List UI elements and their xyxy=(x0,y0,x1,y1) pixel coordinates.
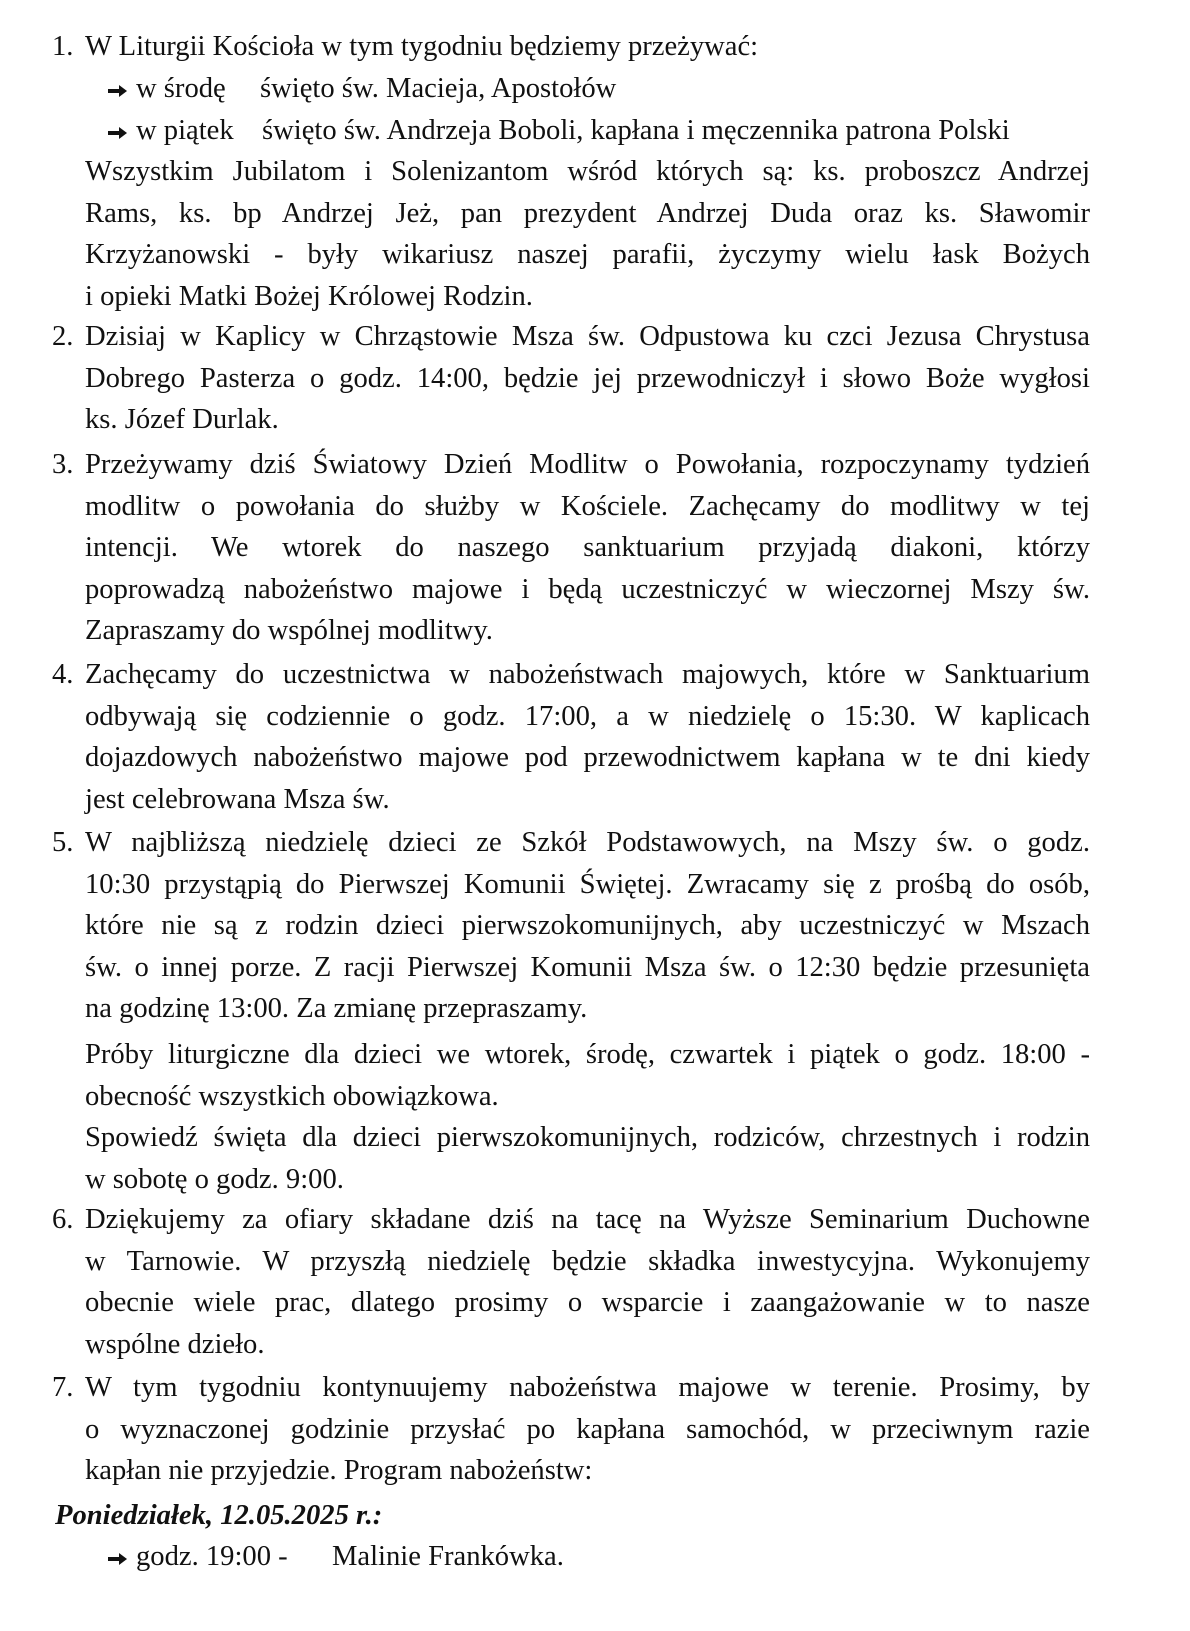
item-5-line: W najbliższą niedzielę dzieci ze Szkół Podstawowych, na Mszy św. o godz. xyxy=(85,827,1090,858)
item-2-line: Dzisiaj w Kaplicy w Chrząstowie Msza św. Odpustowa ku czci Jezusa Chrystusa xyxy=(85,321,1090,352)
item-number: 6. xyxy=(52,1204,74,1235)
item-2-line: ks. Józef Durlak. xyxy=(85,404,279,435)
schedule-place: Malinie Frankówka. xyxy=(332,1541,564,1572)
item-6-line: obecnie wiele prac, dlatego prosimy o wsparcie i zaangażowanie w to nasze xyxy=(85,1287,1090,1318)
right-arrow-icon xyxy=(108,1553,130,1565)
item-1-line: Wszystkim Jubilatom i Solenizantom wśród których są: ks. proboszcz Andrzej xyxy=(85,156,1090,187)
item-3-line: poprowadzą nabożeństwo majowe i będą uczestniczyć w wieczornej Mszy św. xyxy=(85,573,1090,605)
item-5-line: św. o innej porze. Z racji Pierwszej Komunii Msza św. o 12:30 będzie przesunięta xyxy=(85,951,1090,983)
item-number: 1. xyxy=(52,31,74,62)
item-5-line: Spowiedź święta dla dzieci pierwszokomunijnych, rodziców, chrzestnych i rodzin xyxy=(85,1122,1090,1153)
item-number: 5. xyxy=(52,827,74,858)
item-number: 7. xyxy=(52,1372,74,1403)
schedule-time: godz. 19:00 - xyxy=(136,1541,288,1572)
item-1-line: i opieki Matki Bożej Królowej Rodzin. xyxy=(85,280,533,312)
item-7-line: o wyznaczonej godzinie przysłać po kapłana samochód, w przeciwnym razie xyxy=(85,1413,1090,1445)
item-5-line: Próby liturgiczne dla dzieci we wtorek, środę, czwartek i piątek o godz. 18:00 - xyxy=(85,1039,1090,1070)
right-arrow-icon xyxy=(108,85,130,97)
item-6-line: w Tarnowie. W przyszłą niedzielę będzie składka inwestycyjna. Wykonujemy xyxy=(85,1245,1090,1277)
right-arrow-icon xyxy=(108,127,130,139)
item-2-line: Dobrego Pasterza o godz. 14:00, będzie jej przewodniczył i słowo Boże wygłosi xyxy=(85,362,1090,394)
bullet-day: w piątek xyxy=(136,114,234,146)
item-5-line: obecność wszystkich obowiązkowa. xyxy=(85,1080,499,1112)
item-4-line: Zachęcamy do uczestnictwa w nabożeństwach majowych, które w Sanktuarium xyxy=(85,659,1090,690)
item-number: 3. xyxy=(52,449,74,480)
item-3-line: intencji. We wtorek do naszego sanktuarium przyjadą diakoni, którzy xyxy=(85,532,1090,563)
bullet-text: święto św. Macieja, Apostołów xyxy=(260,73,617,104)
item-1-text: W Liturgii Kościoła w tym tygodniu będziemy przeżywać: xyxy=(85,31,759,62)
item-1-line: Krzyżanowski - były wikariusz naszej parafii, życzymy wielu łask Bożych xyxy=(85,239,1090,270)
item-5-line: 10:30 przystąpią do Pierwszej Komunii Świętej. Zwracamy się z prośbą do osób, xyxy=(85,868,1090,900)
item-number: 2. xyxy=(52,321,74,352)
item-number: 4. xyxy=(52,659,74,690)
item-4-line: odbywają się codziennie o godz. 17:00, a w niedzielę o 15:30. W kaplicach xyxy=(85,700,1090,732)
item-6-line: wspólne dzieło. xyxy=(85,1328,265,1360)
item-4-line: jest celebrowana Msza św. xyxy=(85,783,390,815)
item-3-line: Zapraszamy do wspólnej modlitwy. xyxy=(85,615,493,646)
item-7-line: W tym tygodniu kontynuujemy nabożeństwa majowe w terenie. Prosimy, by xyxy=(85,1372,1090,1403)
bullet-day: w środę xyxy=(136,73,226,104)
item-3-line: Przeżywamy dziś Światowy Dzień Modlitw o Powołania, rozpoczynamy tydzień xyxy=(85,449,1090,480)
item-1-line: Rams, ks. bp Andrzej Jeż, pan prezydent Andrzej Duda oraz ks. Sławomir xyxy=(85,197,1090,229)
item-5-line: które nie są z rodzin dzieci pierwszokomunijnych, aby uczestniczyć w Mszach xyxy=(85,910,1090,941)
item-5-line: w sobotę o godz. 9:00. xyxy=(85,1163,344,1195)
item-7-line: kapłan nie przyjedzie. Program nabożeństw: xyxy=(85,1455,593,1486)
schedule-day-heading: Poniedziałek, 12.05.2025 r.: xyxy=(55,1500,383,1531)
bullet-text: święto św. Andrzeja Boboli, kapłana i męczennika patrona Polski xyxy=(262,114,1010,146)
item-3-line: modlitw o powołania do służby w Kościele. Zachęcamy do modlitwy w tej xyxy=(85,490,1090,522)
item-6-line: Dziękujemy za ofiary składane dziś na tacę na Wyższe Seminarium Duchowne xyxy=(85,1204,1090,1235)
item-4-line: dojazdowych nabożeństwo majowe pod przewodnictwem kapłana w te dni kiedy xyxy=(85,742,1090,773)
item-5-line: na godzinę 13:00. Za zmianę przepraszamy. xyxy=(85,993,588,1024)
